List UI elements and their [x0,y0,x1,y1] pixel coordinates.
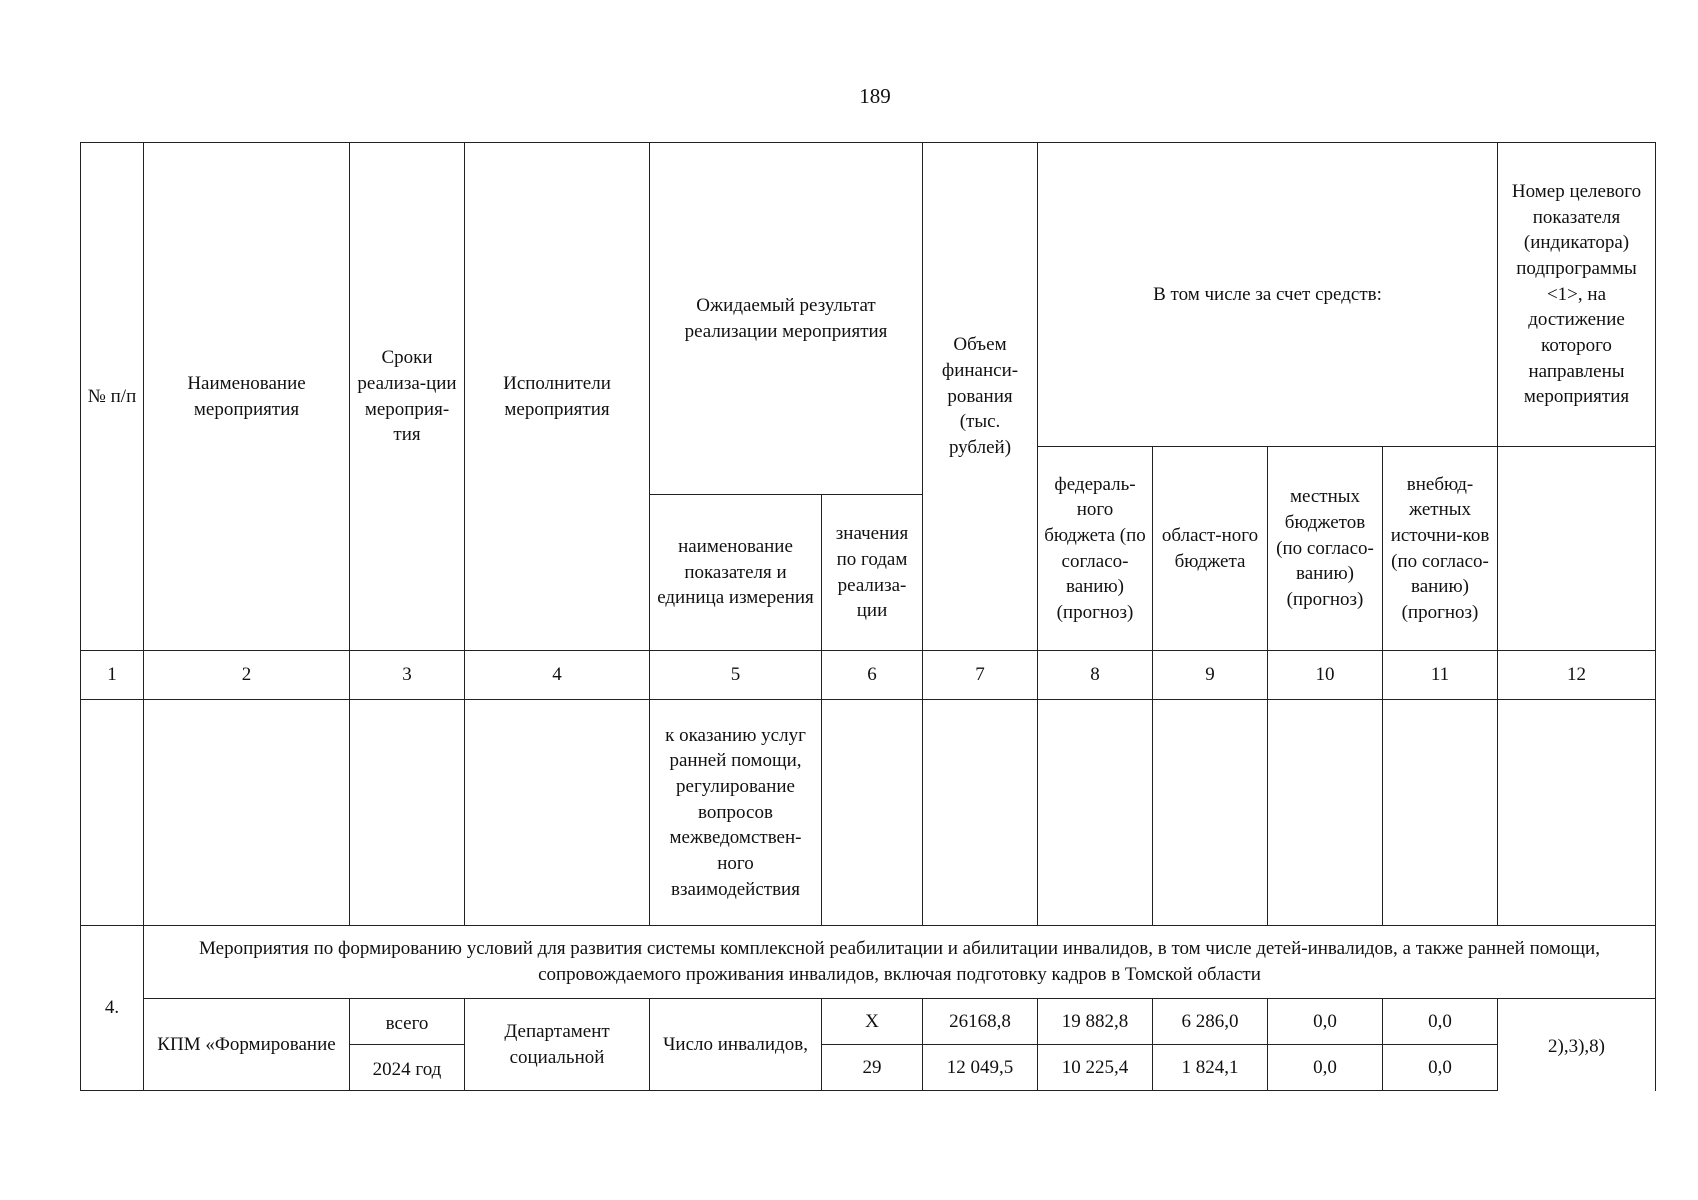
header-indicator-name: наименование показателя и единица измерения [650,495,822,651]
col-number: 9 [1153,651,1268,700]
section-title: Мероприятия по формированию условий для развития системы комплексной реабилитации и абилитации инвалидов, в том числе детей-инвалидов, а также ранней помощи, сопровождаемого проживания инвалидов, включая подготовку кадров в Томской области [144,926,1656,999]
kpm-value: 29 [822,1045,923,1091]
header-terms: Сроки реализа-ции мероприя-тия [350,143,465,651]
col-number: 6 [822,651,923,700]
col-number: 3 [350,651,465,700]
header-no: № п/п [81,143,144,651]
continuation-cell [1268,700,1383,926]
header-federal: федераль-ного бюджета (по согласо-ванию) (прогноз) [1038,447,1153,651]
continuation-cell [350,700,465,926]
page-number: 189 [859,84,891,108]
header-name: Наименование мероприятия [144,143,350,651]
header-indicator-values: значения по годам реализа-ции [822,495,923,651]
kpm-name: КПМ «Формирование [144,999,350,1091]
continuation-indicator-text: к оказанию услуг ранней помощи, регулирование вопросов межведомствен-ного взаимодействия [650,700,822,926]
kpm-period: 2024 год [350,1045,465,1091]
kpm-local: 0,0 [1268,1045,1383,1091]
col-number: 7 [923,651,1038,700]
kpm-federal: 10 225,4 [1038,1045,1153,1091]
kpm-target: 2),3),8) [1498,999,1656,1091]
header-target-number: Номер целевого показателя (индикатора) подпрограммы <1>, на достижение которого направлены мероприятия [1498,143,1656,447]
kpm-local: 0,0 [1268,999,1383,1045]
kpm-value: Х [822,999,923,1045]
continuation-cell [465,700,650,926]
kpm-indicator: Число инвалидов, [650,999,822,1091]
col-number: 2 [144,651,350,700]
col-number: 10 [1268,651,1383,700]
kpm-regional: 6 286,0 [1153,999,1268,1045]
col-number: 5 [650,651,822,700]
col-number: 1 [81,651,144,700]
continuation-cell [81,700,144,926]
continuation-cell [1153,700,1268,926]
kpm-federal: 19 882,8 [1038,999,1153,1045]
col-number: 12 [1498,651,1656,700]
section-number: 4. [81,926,144,1091]
financing-table [80,142,1656,1091]
continuation-cell [1383,700,1498,926]
kpm-extra: 0,0 [1383,1045,1498,1091]
continuation-cell [923,700,1038,926]
header-volume: Объем финанси-рования (тыс. рублей) [923,143,1038,651]
continuation-cell [1498,700,1656,926]
header-extrabudget: внебюд-жетных источни-ков (по согласо-ванию) (прогноз) [1383,447,1498,651]
continuation-cell [144,700,350,926]
kpm-regional: 1 824,1 [1153,1045,1268,1091]
header-target-empty [1498,447,1656,651]
col-number: 11 [1383,651,1498,700]
kpm-volume: 26168,8 [923,999,1038,1045]
header-including: В том числе за счет средств: [1038,143,1498,447]
kpm-executor: Департамент социальной [465,999,650,1091]
header-executors: Исполнители мероприятия [465,143,650,651]
col-number: 8 [1038,651,1153,700]
continuation-cell [1038,700,1153,926]
kpm-extra: 0,0 [1383,999,1498,1045]
kpm-period: всего [350,999,465,1045]
col-number: 4 [465,651,650,700]
header-regional: област-ного бюджета [1153,447,1268,651]
kpm-volume: 12 049,5 [923,1045,1038,1091]
header-local: местных бюджетов (по согласо-ванию) (прогноз) [1268,447,1383,651]
header-expected-result: Ожидаемый результат реализации мероприятия [650,143,923,495]
continuation-cell [822,700,923,926]
